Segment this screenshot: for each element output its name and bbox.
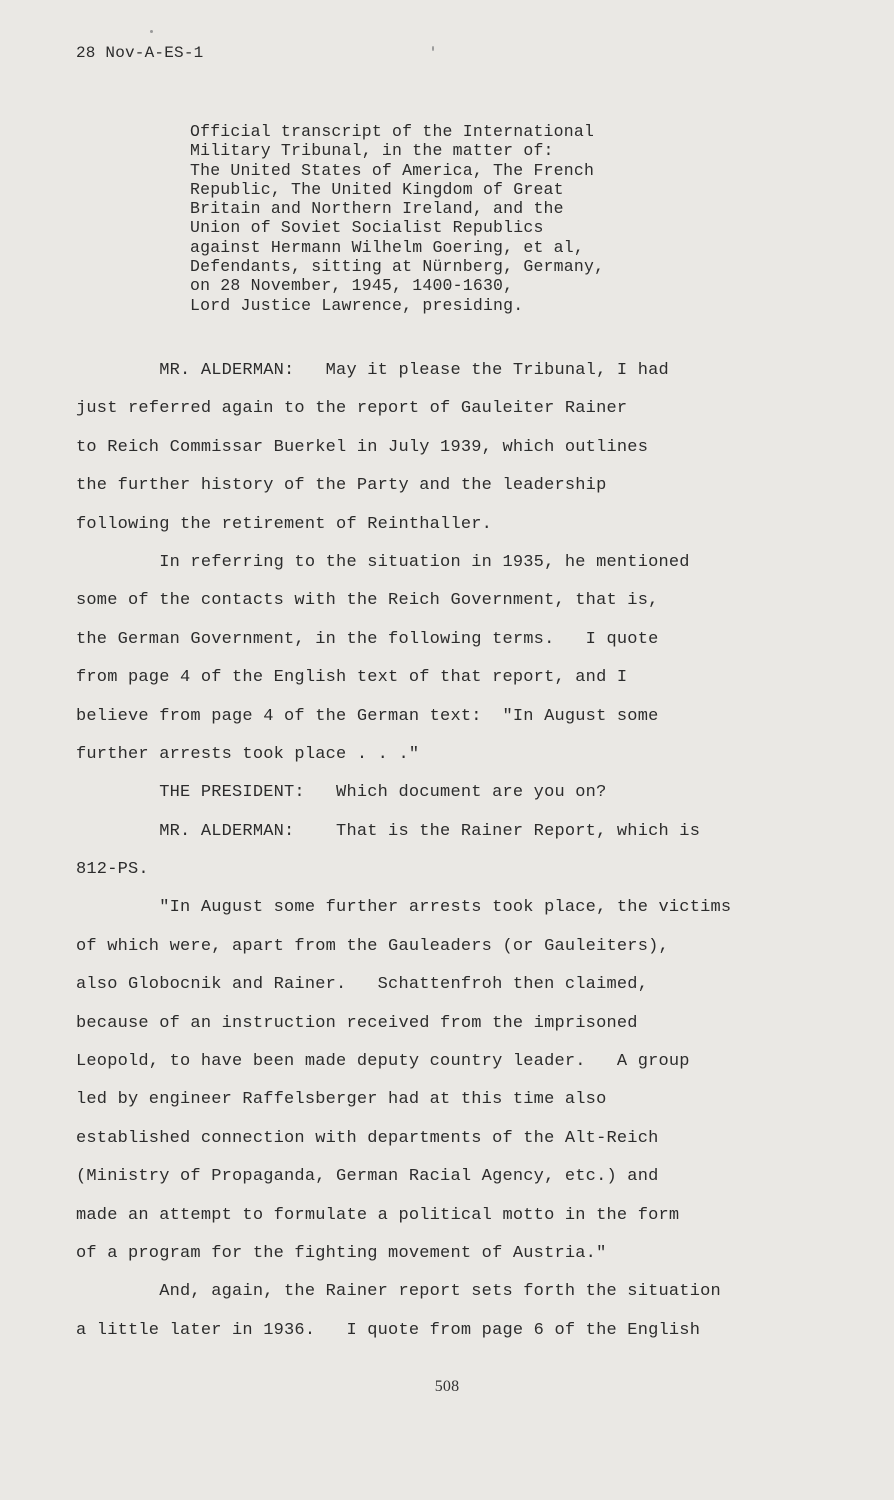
body-line: also Globocnik and Rainer. Schattenfroh then claimed, [76, 975, 649, 995]
body-line: because of an instruction received from the imprisoned [76, 1013, 638, 1033]
body-line: MR. ALDERMAN: May it please the Tribunal, I had [76, 361, 669, 380]
transcript-heading [190, 122, 710, 315]
body-line: the further history of the Party and the leadership [76, 476, 607, 496]
body-line: the German Government, in the following terms. I quote [76, 629, 659, 649]
body-line: following the retirement of Reinthaller. [76, 514, 493, 534]
scan-speck [150, 30, 153, 33]
body-line: some of the contacts with the Reich Government, that is, [76, 591, 659, 611]
page-number: 508 [434, 1378, 460, 1395]
heading-line: The United States of America, The French [190, 160, 595, 180]
body-line: "In August some further arrests took place, the victims [76, 898, 732, 918]
heading-line: Military Tribunal, in the matter of: [190, 141, 554, 161]
body-line: established connection with departments of the Alt-Reich [76, 1128, 659, 1148]
heading-line: against Hermann Wilhelm Goering, et al, [190, 237, 584, 257]
body-line: led by engineer Raffelsberger had at this time also [76, 1090, 607, 1110]
body-line: MR. ALDERMAN: That is the Rainer Report, which is [76, 821, 701, 841]
heading-line: Britain and Northern Ireland, and the [190, 199, 564, 219]
body-line: In referring to the situation in 1935, he mentioned [76, 552, 690, 572]
transcript-body [76, 352, 796, 1350]
body-line: (Ministry of Propaganda, German Racial Agency, etc.) and [76, 1167, 659, 1187]
body-line: further arrests took place . . ." [76, 744, 420, 764]
body-line: Leopold, to have been made deputy country leader. A group [76, 1052, 690, 1072]
body-line: a little later in 1936. I quote from page 6 of the English [76, 1320, 701, 1340]
body-line: 812-PS. [76, 860, 149, 880]
heading-line: Defendants, sitting at Nürnberg, Germany, [190, 257, 605, 277]
heading-line: Lord Justice Lawrence, presiding. [190, 295, 524, 315]
heading-line: Union of Soviet Socialist Republics [190, 218, 544, 238]
heading-line: Republic, The United Kingdom of Great [190, 179, 564, 199]
body-line: just referred again to the report of Gauleiter Rainer [76, 399, 628, 419]
page-identifier: 28 Nov-A-ES-1 [76, 44, 204, 62]
body-line: believe from page 4 of the German text: "In August some [76, 706, 659, 726]
body-line: of a program for the fighting movement of Austria." [76, 1243, 607, 1263]
heading-line: Official transcript of the International [190, 122, 595, 141]
body-line: And, again, the Rainer report sets forth the situation [76, 1282, 721, 1302]
body-line: made an attempt to formulate a political motto in the form [76, 1205, 680, 1225]
body-line: to Reich Commissar Buerkel in July 1939, which outlines [76, 437, 649, 457]
body-line: from page 4 of the English text of that report, and I [76, 668, 628, 688]
body-line: THE PRESIDENT: Which document are you on? [76, 783, 607, 803]
scan-speck [432, 46, 434, 51]
body-line: of which were, apart from the Gauleaders (or Gauleiters), [76, 936, 669, 956]
heading-line: on 28 November, 1945, 1400-1630, [190, 276, 514, 296]
